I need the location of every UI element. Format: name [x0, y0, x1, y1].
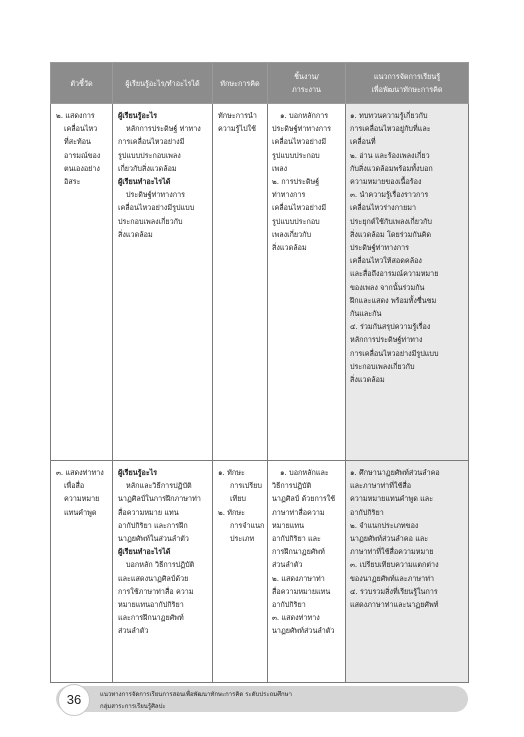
curriculum-table [50, 62, 469, 683]
page-number: 36 [58, 684, 90, 716]
skill-cell: ๑. ทักษะ การเปรียบ เทียบ ๒. ทักษะ การจำแนก ประเภท [213, 461, 268, 683]
footer-title: แนวทางการจัดการเรียนการสอนเพื่อพัฒนาทักษะการคิด ระดับประถมศึกษา [100, 691, 292, 698]
method-cell: ๑. ทบทวนความรู้เกี่ยวกับ การเคลื่อนไหวอยู่กับที่และ เคลื่อนที่ ๒. อ่าน และร้องเพลงเกี่ยว กับสิ่งแวดล้อมพร้อมทั้งบอก ความหมายของเนื้อร้อง ๓. นำความรู้เรื่องราวการ เคลื่อนไหวร่างกายมา ประยุกต์ใช้กับเพลงเกี่ยวกับ สิ่งแวดล้อม โดยร่วมกันคิด ประดิษฐ์ท่าทางการ เคลื่อนไหวให้สอดคล้อง และสื่อถึงอารมณ์ความหมาย ของเพลง จากนั้นร่วมกัน ฝึกและแสดง พร้อมทั้งชื่นชม กันและกัน ๔. ร่วมกันสรุปความรู้เรื่อง หลักการประดิษฐ์ท่าทาง การเคลื่อนไหวอย่างมีรูปแบบ ประกอบเพลงเกี่ยวกับ สิ่งแวดล้อม [346, 104, 469, 461]
learner-cell: ผู้เรียนรู้อะไร หลักและวิธีการปฏิบัติ นาฏศิลป์ในการฝึกภาษาท่า สื่อความหมาย แทน อากัปกิริยา และการฝึก นาฏยศัพท์ในส่วนลำตัว ผู้เรียนทำอะไรได้ บอกหลัก วิธีการปฏิบัติ และแสดงนาฏศิลป์ด้วย การใช้ภาษาท่าสื่อ ความ หมายแทนอากัปกิริยา และการฝึกนาฏยศัพท์ ส่วนลำตัว [113, 461, 213, 683]
header-learner: ผู้เรียนรู้อะไร/ทำอะไรได้ [113, 63, 213, 104]
work-cell: ๑. บอกหลักการ ประดิษฐ์ท่าทางการ เคลื่อนไหวอย่างมี รูปแบบประกอบ เพลง ๒. การประดิษฐ์ ท่าทางการ เคลื่อนไหวอย่างมี รูปแบบประกอบ เพลงเกี่ยวกับ สิ่งแวดล้อม [268, 104, 346, 461]
indicator-cell: ๓. แสดงท่าทาง เพื่อสื่อ ความหมาย แทนคำพูด [51, 461, 113, 683]
header-skill: ทักษะการคิด [213, 63, 268, 104]
learner-cell: ผู้เรียนรู้อะไร หลักการประดิษฐ์ ท่าทาง การเคลื่อนไหวอย่างมี รูปแบบประกอบเพลง เกี่ยวกับสิ่งแวดล้อม ผู้เรียนทำอะไรได้ ประดิษฐ์ท่าทางการ เคลื่อนไหวอย่างมีรูปแบบ ประกอบเพลงเกี่ยวกับ สิ่งแวดล้อม [113, 104, 213, 461]
table-header-row [51, 63, 469, 104]
footer-subtitle: กลุ่มสาระการเรียนรู้ศิลปะ [100, 703, 166, 710]
table-row [51, 461, 469, 683]
indicator-cell: ๒. แสดงการ เคลื่อนไหว ที่สะท้อน อารมณ์ของ ตนเองอย่าง อิสระ [51, 104, 113, 461]
work-cell: ๑. บอกหลักและ วิธีการปฏิบัติ นาฏศิลป์ ด้วยการใช้ ภาษาท่าสื่อความ หมายแทน อากัปกิริยา และ การฝึกนาฏยศัพท์ ส่วนลำตัว ๒. แสดงภาษาท่า สื่อความหมายแทน อากัปกิริยา ๓. แสดงท่าทาง นาฏยศัพท์ส่วนลำตัว [268, 461, 346, 683]
header-work: ชิ้นงาน/ ภาระงาน [268, 63, 346, 104]
header-method: แนวการจัดการเรียนรู้ เพื่อพัฒนาทักษะการคิด [346, 63, 469, 104]
method-cell: ๑. ศึกษานาฏยศัพท์ส่วนลำคอ และภาษาท่าที่ใช้สื่อ ความหมายแทนคำพูด และ อากัปกิริยา ๒. จำแนกประเภทของ นาฏยศัพท์ส่วนลำคอ และ ภาษาท่าที่ใช้สื่อความหมาย ๓. เปรียบเทียบความแตกต่าง ของนาฏยศัพท์และภาษาท่า ๔. รวบรวมสิ่งที่เรียนรู้ในการ แสดงภาษาท่าและนาฏยศัพท์ [346, 461, 469, 683]
header-indicator: ตัวชี้วัด [51, 63, 113, 104]
table-row [51, 104, 469, 461]
skill-cell: ทักษะการนำ ความรู้ไปใช้ [213, 104, 268, 461]
